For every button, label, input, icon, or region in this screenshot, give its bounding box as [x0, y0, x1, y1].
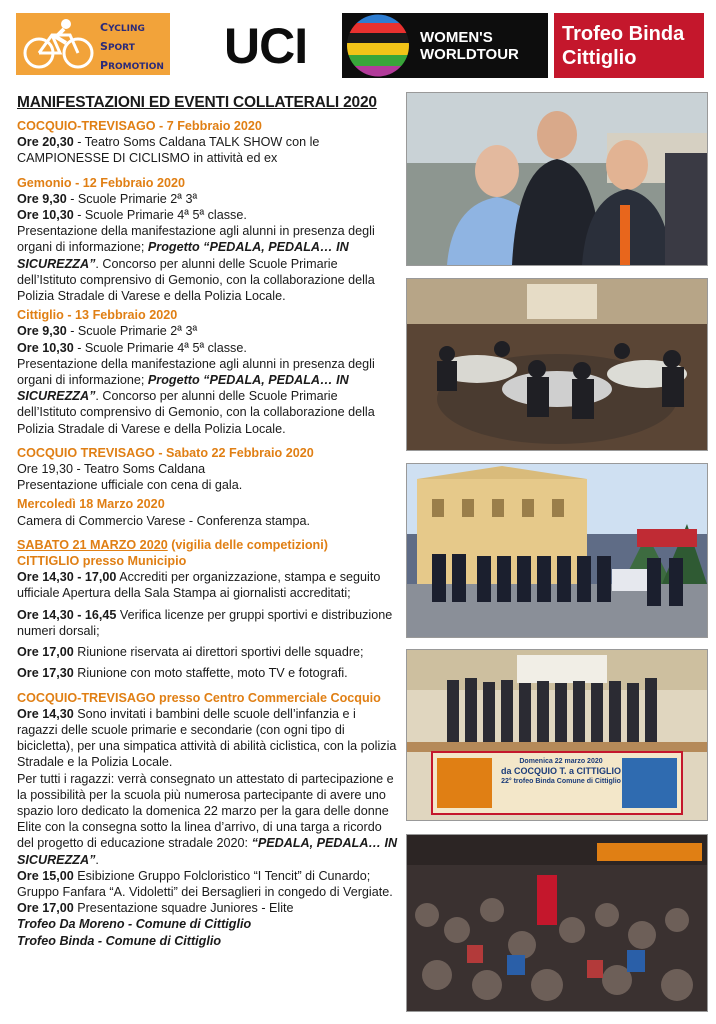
event-text: . Concorso per alunni delle Scuole Primarie dell’Istituto comprensivo di Gemonio, con la collaborazione della Polizia Stradale di Varese e della Polizia Locale. — [17, 389, 375, 436]
event-line — [17, 868, 399, 900]
event-text: Per tutti i ragazzi: verrà consegnato un attestato di partecipazione e la possibilità per la scuola più numerosa partecipante di avere uno spazio loro dedicato la domenica 22 marzo per la gara delle donne Elite con la consegna sotto la linea d’arrivo, di una targa a ricordo del progetto di educazione stradale 2020: — [17, 771, 394, 851]
csp-logo-text: YCLING — [108, 24, 145, 34]
event-text: Riunione riservata ai direttori sportivi delle squadre; — [73, 645, 364, 660]
event-heading: COCQUIO-TREVISAGO presso Centro Commerciale Cocquio — [17, 690, 381, 705]
event-text: - Teatro Soms Caldana TALK SHOW con le CAMPIONESSE DI CICLISMO in attività ed ex — [17, 135, 320, 166]
event-body — [17, 771, 399, 868]
cycling-sport-promotion-logo — [16, 13, 170, 75]
event-time: Ore 14,30 - 17,00 — [17, 570, 117, 585]
event-line — [17, 607, 399, 639]
photo-three-men — [406, 92, 708, 266]
csp-logo-text: S — [100, 40, 108, 53]
event-text: Accrediti per organizzazione, stampa e seguito ufficiale Apertura della Sala Stampa ai giornalisti accreditati; — [17, 570, 381, 601]
event-line: Presentazione ufficiale con cena di gala. — [17, 478, 243, 493]
project-name: Progetto “PEDALA, PEDALA… IN SICUREZZA” — [17, 373, 349, 404]
event-text: - Scuole Primarie 2ª 3ª — [66, 191, 198, 206]
event-line — [17, 134, 399, 166]
photo-gala-dinner — [406, 278, 708, 451]
event-text: Presentazione squadre Juniores - Elite — [73, 901, 294, 916]
photo-stage-presentation — [406, 649, 708, 821]
event-text: Presentazione della manifestazione agli alunni in presenza degli organi di informazione; — [17, 356, 375, 388]
page-header — [0, 0, 716, 88]
event-time: Ore 9,30 — [17, 324, 67, 339]
csp-logo-text: C — [100, 21, 109, 34]
event-time: Ore 10,30 — [17, 340, 74, 355]
event-line — [17, 706, 399, 771]
event-heading: COCQUIO TREVISAGO - Sabato 22 Febbraio 2020 — [17, 445, 314, 460]
event-text: Presentazione della manifestazione agli alunni in presenza degli organi di informazione; — [17, 224, 375, 255]
event-time: Ore 17,00 — [17, 645, 74, 660]
events-column — [17, 94, 399, 949]
event-line: Camera di Commercio Varese - Conferenza stampa. — [17, 513, 311, 528]
event-text: - Scuole Primarie 2ª 3ª — [66, 324, 198, 339]
photo-municipio-police — [406, 463, 708, 638]
event-heading — [17, 537, 399, 553]
trophy-line: Trofeo Da Moreno - Comune di Cittiglio — [17, 917, 252, 932]
event-text: Verifica licenze per gruppi sportivi e distribuzione numeri dorsali; — [17, 607, 393, 638]
event-heading: Gemonio - 12 Febbraio 2020 — [17, 175, 185, 190]
event-text: - Scuole Primarie 4ª 5ª classe. — [73, 340, 247, 355]
event-time: Ore 20,30 — [17, 135, 74, 150]
event-body — [17, 356, 399, 437]
uci-womens-worldtour-logo — [222, 13, 548, 78]
photo-crowd-shopping-center — [406, 834, 708, 1012]
event-time: Ore 14,30 — [17, 706, 74, 721]
event-text: - Scuole Primarie 4ª 5ª classe. — [73, 208, 247, 223]
event-line — [17, 644, 399, 660]
trophy-line: Trofeo Binda - Comune di Cittiglio — [17, 933, 222, 948]
event-line — [17, 191, 399, 207]
project-name: “PEDALA, PEDALA… IN SICUREZZA” — [17, 836, 398, 867]
event-text: . Concorso per alunni delle Scuole Primarie dell’Istituto comprensivo di Gemonio, con la collaborazione della Polizia Stradale di Varese e della Polizia Locale. — [17, 256, 375, 304]
event-time: Ore 15,00 — [17, 868, 74, 883]
event-line — [17, 900, 399, 916]
event-line — [17, 323, 399, 339]
binda-line1: Trofeo Binda — [562, 23, 685, 45]
event-text: Esibizione Gruppo Folcloristico “I Tencit” di Cunardo; Gruppo Fanfara “A. Vidoletti” dei Bersaglieri in congedo di Vergiate. — [17, 868, 393, 899]
rainbow-globe-icon — [342, 13, 414, 78]
project-name: Progetto “PEDALA, PEDALA… IN SICUREZZA” — [17, 240, 349, 271]
banner-line: da COCQUIO T. a CITTIGLIO — [500, 766, 621, 776]
event-heading: COCQUIO-TREVISAGO - 7 Febbraio 2020 — [17, 119, 262, 133]
banner-text — [499, 757, 623, 786]
csp-logo-text: P — [100, 59, 109, 72]
page-title: MANIFESTAZIONI ED EVENTI COLLATERALI 2020 — [17, 94, 377, 111]
event-heading: Mercoledì 18 Marzo 2020 — [17, 497, 165, 512]
event-time: Ore 17,30 — [17, 666, 74, 681]
event-time: Ore 10,30 — [17, 208, 74, 223]
event-heading-date: SABATO 21 MARZO 2020 — [17, 537, 168, 552]
uci-line2: WORLDTOUR — [420, 46, 519, 63]
event-line — [17, 340, 399, 356]
banner-line: 22° trofeo Binda Comune di Cittiglio — [501, 778, 621, 785]
event-heading: Cittiglio - 13 Febbraio 2020 — [17, 308, 178, 323]
event-time: Ore 14,30 - 16,45 — [17, 607, 117, 622]
event-text: Sono invitati i bambini delle scuole dell’infanzia e i ragazzi delle scuole primarie e secondarie (con ogni tipo di bicicletta), per una simpatica attività di abilità ciclistica, con la polizia Stradale e la Polizia Locale. — [17, 706, 397, 770]
event-text: . — [95, 852, 99, 867]
event-heading-note: (vigilia delle competizioni) — [167, 537, 328, 552]
event-line — [17, 569, 399, 601]
csp-logo-text: ROMOTION — [108, 62, 164, 72]
csp-logo-text: PORT — [107, 43, 135, 53]
cyclist-icon — [22, 17, 96, 71]
banner-line: Domenica 22 marzo 2020 — [519, 758, 603, 765]
uci-line1: WOMEN'S — [420, 29, 493, 46]
binda-line2: Cittiglio — [562, 47, 637, 69]
event-time: Ore 17,00 — [17, 901, 74, 916]
uci-word: UCI — [224, 18, 308, 74]
event-time: Ore 9,30 — [17, 191, 67, 206]
event-line — [17, 207, 399, 223]
event-body — [17, 223, 399, 304]
event-subheading: CITTIGLIO presso Municipio — [17, 554, 187, 569]
event-line — [17, 665, 399, 681]
event-text: Riunione con moto staffette, moto TV e fotografi. — [73, 666, 348, 681]
event-line: Ore 19,30 - Teatro Soms Caldana — [17, 462, 206, 477]
trofeo-binda-logo — [554, 13, 704, 78]
